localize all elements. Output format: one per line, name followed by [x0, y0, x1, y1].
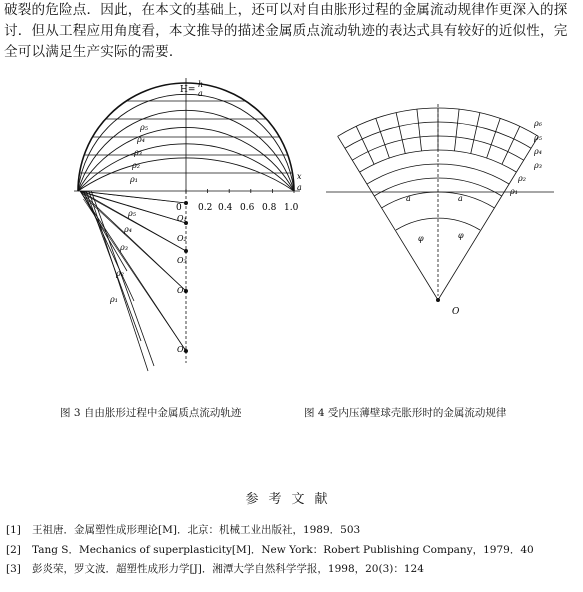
figure-4-caption: 图 4 受内压薄壁球壳胀形时的金属流动规律 — [304, 407, 507, 419]
fig4-rho-5: ρ₅ — [534, 133, 542, 142]
fig4-rho-4: ρ₄ — [534, 147, 542, 156]
fig3-tick-5: 1.0 — [284, 203, 299, 213]
reference-text: Tang S．Mechanics of superplasticity[M]．New York：Robert Publishing Company，1979．40 — [32, 544, 534, 556]
fig4-right-edge — [438, 172, 516, 300]
paragraph-line-3: 全可以满足生产实际的需要． — [4, 44, 183, 60]
reference-number: [1] — [6, 524, 21, 536]
figure-3-caption: 图 3 自由胀形过程中金属质点流动轨迹 — [60, 407, 242, 419]
fig4-meridian — [356, 126, 374, 164]
fig3-tick-1: 0.2 — [198, 203, 213, 213]
fig4-a-right: a — [458, 194, 463, 203]
reference-number: [2] — [6, 544, 21, 556]
fig3-h-frac-bottom: a — [198, 89, 203, 98]
fig3-o5: O₅ — [177, 345, 187, 354]
fig4-rho-3: ρ₃ — [534, 161, 542, 170]
fig3-o4: O₄ — [177, 286, 187, 295]
fig4-origin-label: O — [452, 307, 460, 317]
reference-item-2 — [6, 542, 534, 557]
fig4-meridian — [396, 113, 405, 154]
fig4-meridian — [487, 118, 501, 158]
fig3-tick-2: 0.4 — [218, 203, 233, 213]
reference-text: 彭炎荣，罗文波．超塑性成形力学[J]．湘潭大学自然科学学报，1998，20(3)：124 — [32, 563, 424, 575]
fig3-rho-lower-1: ρ₁ — [110, 295, 118, 304]
fig3-o3: O₃ — [177, 256, 187, 265]
fig4-meridian — [502, 126, 520, 164]
fig4-a-left: a — [406, 194, 411, 203]
fig4-rho-6: ρ₆ — [534, 119, 542, 128]
fig4-meridian — [454, 109, 459, 151]
fig4-meridian — [417, 109, 422, 151]
fig3-rho-upper-4: ρ₄ — [137, 135, 145, 144]
reference-item-3 — [6, 561, 424, 576]
fig3-x-ratio-bottom: a — [297, 183, 302, 192]
fig4-phi-left: φ — [418, 234, 424, 243]
fig3-lower-ray — [91, 191, 154, 366]
fig4-rho-1: ρ₁ — [510, 187, 518, 196]
fig4-meridian — [471, 113, 480, 154]
fig3-tick-4: 0.8 — [262, 203, 277, 213]
figure-3-flow-trajectory — [40, 78, 320, 378]
fig4-origin-point — [436, 298, 439, 301]
fig4-phi-right: φ — [458, 231, 464, 240]
reference-text: 王祖唐．金属塑性成形理论[M]．北京：机械工业出版社，1989．503 — [32, 524, 361, 536]
fig3-rho-lower-4: ρ₄ — [124, 225, 132, 234]
body-paragraph — [4, 0, 578, 63]
fig3-rho-upper-5: ρ₅ — [140, 123, 148, 132]
fig3-rho-lower-2: ρ₂ — [116, 269, 124, 278]
fig3-rho-upper-2: ρ₂ — [132, 161, 140, 170]
fig3-rho-lower-5: ρ₅ — [128, 209, 136, 218]
fig3-x-ratio-top: x — [297, 172, 302, 181]
paragraph-line-2: 讨．但从工程应用角度看，本文推导的描述金属质点流动轨迹的表达式具有较好的近似性，完 — [4, 23, 568, 39]
reference-number: [3] — [6, 563, 21, 575]
fig3-h-label: H= — [180, 85, 196, 95]
figure-4-spherical-shell — [322, 90, 562, 330]
fig3-rho-lower-3: ρ₃ — [120, 243, 128, 252]
fig3-lower-ray — [89, 191, 148, 371]
references-heading: 参考文献 — [245, 492, 338, 507]
fig4-meridian — [376, 118, 390, 158]
fig3-o2: O₂ — [177, 234, 187, 243]
paragraph-line-1: 破裂的危险点．因此，在本文的基础上，还可以对自由胀形过程的金属流动规律作更深入的探 — [4, 2, 568, 18]
fig4-left-edge — [360, 172, 438, 300]
fig3-rho-upper-1: ρ₁ — [130, 175, 138, 184]
fig3-h-frac-top: h — [198, 80, 204, 89]
reference-item-1 — [6, 522, 360, 537]
fig3-tick-0: 0 — [176, 203, 182, 213]
fig4-rho-2: ρ₂ — [518, 174, 526, 183]
fig3-tick-3: 0.6 — [240, 203, 255, 213]
fig3-o1: O₁ — [177, 214, 187, 223]
fig3-rho-upper-3: ρ₃ — [134, 148, 142, 157]
